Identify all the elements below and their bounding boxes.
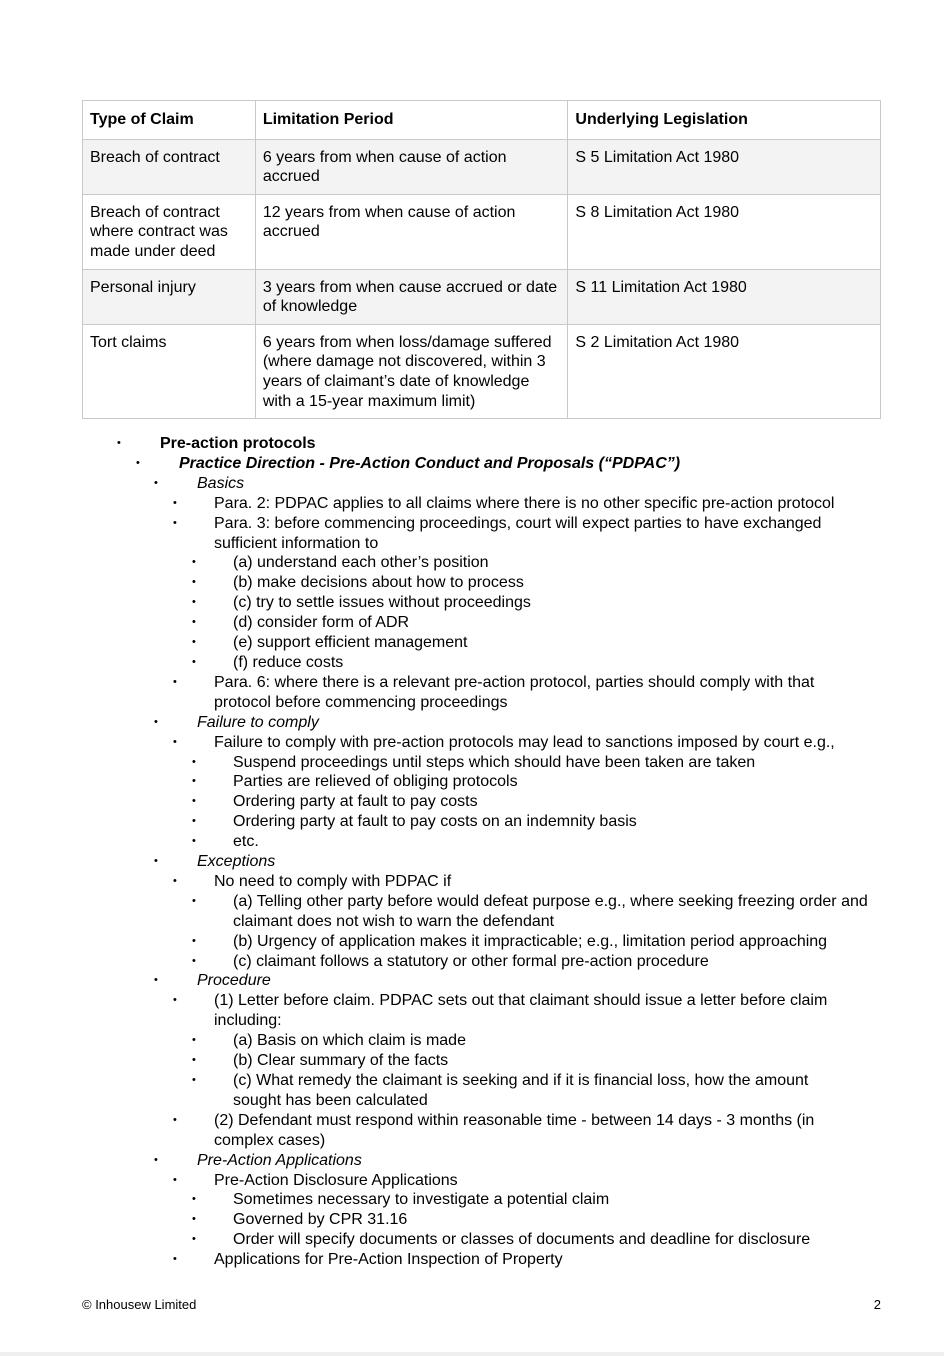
bullet: • bbox=[154, 715, 158, 728]
list-item-text: (a) understand each other’s position bbox=[233, 554, 489, 572]
list-item-text: (b) Clear summary of the facts bbox=[233, 1052, 449, 1070]
list-item-text: (a) Basis on which claim is made bbox=[233, 1032, 466, 1050]
list-item bbox=[0, 1071, 944, 1111]
bullet: • bbox=[192, 556, 196, 569]
bullet: • bbox=[173, 496, 177, 509]
list-item bbox=[0, 1151, 944, 1171]
bullet: • bbox=[154, 974, 158, 987]
list-item bbox=[0, 474, 944, 494]
page-bottom-edge bbox=[0, 1352, 944, 1356]
page-number: 2 bbox=[873, 1297, 881, 1312]
list-item bbox=[0, 952, 944, 972]
list-item bbox=[0, 1210, 944, 1230]
table-cell: Breach of contract bbox=[83, 139, 256, 194]
list-item bbox=[0, 514, 944, 554]
bullet: • bbox=[192, 755, 196, 768]
topic-heading: Failure to comply bbox=[197, 713, 319, 731]
list-item bbox=[0, 593, 944, 613]
table-cell: 12 years from when cause of action accrued bbox=[255, 194, 568, 269]
list-item bbox=[0, 1250, 944, 1270]
topic-heading: Procedure bbox=[197, 972, 271, 990]
list-item bbox=[0, 1230, 944, 1250]
list-item bbox=[0, 753, 944, 773]
list-item bbox=[0, 633, 944, 653]
list-item bbox=[0, 772, 944, 792]
list-item bbox=[0, 892, 944, 932]
bullet: • bbox=[192, 576, 196, 589]
bullet: • bbox=[154, 855, 158, 868]
table-cell: Personal injury bbox=[83, 269, 256, 324]
bullet: • bbox=[173, 735, 177, 748]
table-cell: Tort claims bbox=[83, 324, 256, 418]
list-item bbox=[0, 653, 944, 673]
list-item-text: Para. 3: before commencing proceedings, court will expect parties to have exchanged sufficient information to bbox=[214, 514, 822, 552]
list-item bbox=[0, 553, 944, 573]
table-row bbox=[83, 139, 881, 194]
bullet: • bbox=[192, 1233, 196, 1246]
list-item-text: (c) claimant follows a statutory or other formal pre-action procedure bbox=[233, 952, 709, 970]
list-item-text: Failure to comply with pre-action protocols may lead to sanctions imposed by court e.g., bbox=[214, 733, 835, 751]
bullet: • bbox=[136, 456, 140, 469]
bullet: • bbox=[192, 894, 196, 907]
list-item bbox=[0, 1051, 944, 1071]
list-item bbox=[0, 613, 944, 633]
list-item-text: (c) try to settle issues without proceedings bbox=[233, 594, 531, 612]
table-cell: S 2 Limitation Act 1980 bbox=[568, 324, 881, 418]
table-cell: S 8 Limitation Act 1980 bbox=[568, 194, 881, 269]
list-item bbox=[0, 971, 944, 991]
list-item-text: Order will specify documents or classes of documents and deadline for disclosure bbox=[233, 1231, 811, 1249]
list-item-text: Pre-Action Disclosure Applications bbox=[214, 1171, 458, 1189]
bullet: • bbox=[192, 1074, 196, 1086]
list-item bbox=[0, 1031, 944, 1051]
list-item-text: (b) make decisions about how to process bbox=[233, 574, 524, 592]
list-item bbox=[0, 1171, 944, 1191]
bullet: • bbox=[192, 1213, 196, 1226]
list-item bbox=[0, 812, 944, 832]
list-item-text: (d) consider form of ADR bbox=[233, 614, 410, 632]
topic-heading: Basics bbox=[197, 474, 245, 492]
bullet: • bbox=[192, 616, 196, 629]
bullet: • bbox=[192, 934, 196, 947]
list-item bbox=[0, 792, 944, 812]
bullet: • bbox=[173, 516, 177, 529]
table-row bbox=[83, 194, 881, 269]
list-item-text: Para. 6: where there is a relevant pre-action protocol, parties should comply with that protocol before commencing proceedings bbox=[214, 673, 815, 711]
bullet: • bbox=[192, 1034, 196, 1047]
table-cell: 6 years from when loss/damage suffered (where damage not discovered, within 3 years of claimant’s date of knowledge with a 15-year maximum limit) bbox=[255, 324, 568, 418]
list-item bbox=[0, 872, 944, 892]
table-cell: 6 years from when cause of action accrued bbox=[255, 139, 568, 194]
bullet: • bbox=[117, 437, 121, 449]
footer-copyright: © Inhousew Limited bbox=[82, 1297, 197, 1312]
bullet: • bbox=[192, 775, 196, 788]
bullet: • bbox=[192, 636, 196, 649]
header-limitation-period: Limitation Period bbox=[255, 101, 568, 140]
list-item-text: Governed by CPR 31.16 bbox=[233, 1211, 408, 1229]
bullet: • bbox=[192, 1193, 196, 1206]
header-type-of-claim: Type of Claim bbox=[83, 101, 256, 140]
list-item bbox=[0, 991, 944, 1031]
table-cell: Breach of contract where contract was made under deed bbox=[83, 194, 256, 269]
bullet: • bbox=[192, 1054, 196, 1067]
list-item-text: (f) reduce costs bbox=[233, 653, 344, 671]
table-row bbox=[83, 324, 881, 418]
section-heading: Pre-action protocols bbox=[160, 435, 316, 452]
outline-list bbox=[0, 434, 944, 1270]
list-item bbox=[0, 1111, 944, 1151]
bullet: • bbox=[173, 1113, 177, 1126]
bullet: • bbox=[192, 655, 196, 668]
topic-heading: Exceptions bbox=[197, 853, 276, 871]
bullet: • bbox=[173, 1173, 177, 1186]
list-item bbox=[0, 852, 944, 872]
bullet: • bbox=[192, 795, 196, 808]
list-item bbox=[0, 932, 944, 952]
bullet: • bbox=[173, 675, 177, 688]
limitation-table bbox=[82, 100, 881, 419]
list-item-text: (a) Telling other party before would defeat purpose e.g., where seeking freezing order and claimant does not wish to warn the defendant bbox=[233, 892, 868, 930]
bullet: • bbox=[192, 596, 196, 609]
bullet: • bbox=[173, 1253, 177, 1266]
list-item-text: (e) support efficient management bbox=[233, 634, 468, 652]
list-item bbox=[0, 573, 944, 593]
bullet: • bbox=[154, 476, 158, 489]
bullet: • bbox=[173, 994, 177, 1007]
list-item bbox=[0, 454, 944, 474]
list-item-text: etc. bbox=[233, 833, 259, 851]
list-item-text: (b) Urgency of application makes it impracticable; e.g., limitation period approaching bbox=[233, 932, 828, 950]
list-item-text: Ordering party at fault to pay costs on an indemnity basis bbox=[233, 813, 637, 831]
table-cell: 3 years from when cause accrued or date of knowledge bbox=[255, 269, 568, 324]
bullet: • bbox=[192, 815, 196, 828]
list-item-text: Sometimes necessary to investigate a potential claim bbox=[233, 1191, 610, 1209]
list-item-text: Suspend proceedings until steps which should have been taken are taken bbox=[233, 753, 756, 771]
list-item bbox=[0, 673, 944, 713]
list-item-text: Parties are relieved of obliging protocols bbox=[233, 773, 518, 791]
bullet: • bbox=[192, 954, 196, 967]
header-underlying-legislation: Underlying Legislation bbox=[568, 101, 881, 140]
list-item bbox=[0, 713, 944, 733]
table-cell: S 5 Limitation Act 1980 bbox=[568, 139, 881, 194]
list-item-text: Para. 2: PDPAC applies to all claims where there is no other specific pre-action protocol bbox=[214, 494, 835, 512]
table-cell: S 11 Limitation Act 1980 bbox=[568, 269, 881, 324]
table-row bbox=[83, 269, 881, 324]
bullet: • bbox=[192, 835, 196, 848]
list-item bbox=[0, 434, 944, 454]
topic-heading: Pre-Action Applications bbox=[197, 1151, 362, 1169]
list-item bbox=[0, 733, 944, 753]
list-item-text: Ordering party at fault to pay costs bbox=[233, 793, 478, 811]
list-item-text: (c) What remedy the claimant is seeking and if it is financial loss, how the amount sought has been calculated bbox=[233, 1072, 809, 1109]
list-item bbox=[0, 494, 944, 514]
list-item bbox=[0, 832, 944, 852]
bullet: • bbox=[173, 874, 177, 887]
list-item-text: (2) Defendant must respond within reasonable time - between 14 days - 3 months (in complex cases) bbox=[214, 1111, 815, 1149]
table-header-row bbox=[83, 101, 881, 140]
list-item-text: (1) Letter before claim. PDPAC sets out that claimant should issue a letter before claim including: bbox=[214, 992, 828, 1030]
list-item bbox=[0, 1190, 944, 1210]
list-item-text: Applications for Pre-Action Inspection of Property bbox=[214, 1251, 563, 1269]
list-item-text: No need to comply with PDPAC if bbox=[214, 872, 452, 890]
subsection-heading: Practice Direction - Pre-Action Conduct and Proposals (“PDPAC”) bbox=[179, 454, 681, 472]
bullet: • bbox=[154, 1153, 158, 1166]
